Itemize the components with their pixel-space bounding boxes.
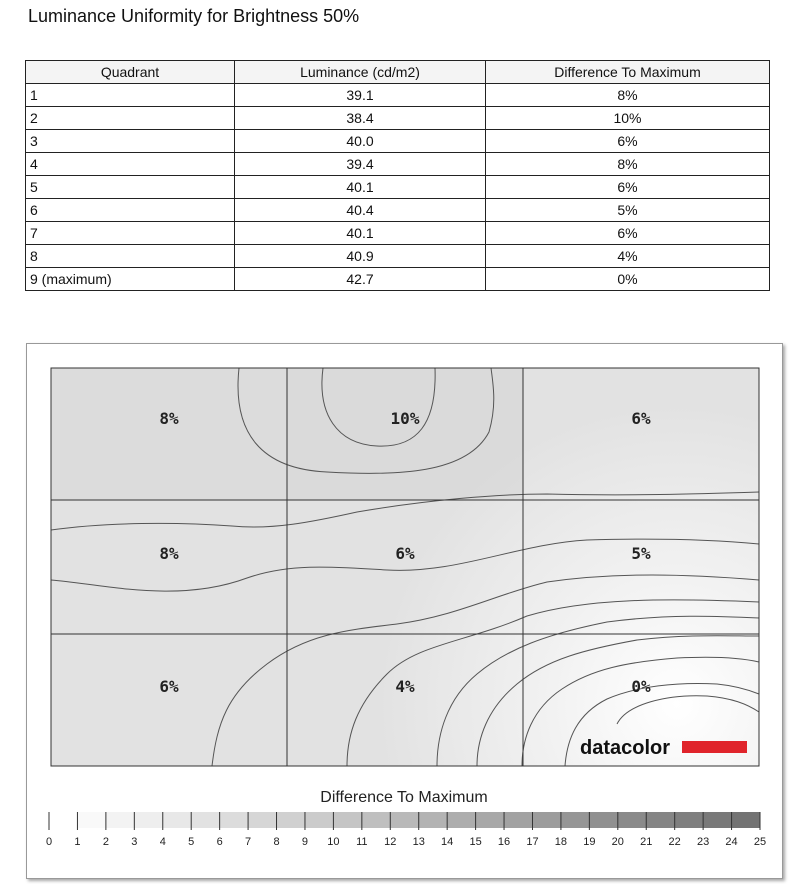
- map-shade-top-left: [51, 368, 287, 500]
- luminance-cell: 40.9: [235, 245, 486, 268]
- legend-tick-label: 14: [441, 836, 454, 848]
- luminance-cell: 40.4: [235, 199, 486, 222]
- quadrant-cell: 8: [26, 245, 235, 268]
- uniformity-map: [27, 344, 782, 878]
- table-body: [26, 84, 770, 291]
- legend-tick-label: 0: [45, 836, 53, 848]
- legend-tick-label: 4: [159, 836, 166, 848]
- uniformity-map-panel: [26, 343, 783, 879]
- quadrant-cell: 1: [26, 84, 235, 107]
- difference-cell: 6%: [486, 130, 770, 153]
- legend-swatch: [220, 812, 248, 828]
- luminance-cell: 40.0: [235, 130, 486, 153]
- column-header: Difference To Maximum: [486, 61, 770, 84]
- legend-swatch: [732, 812, 760, 828]
- table-row: [26, 153, 770, 176]
- legend-tick-label: 20: [611, 836, 624, 848]
- quadrant-label: 8%: [159, 409, 179, 428]
- quadrant-cell: 5: [26, 176, 235, 199]
- legend-tick-label: 11: [356, 836, 368, 848]
- difference-cell: 4%: [486, 245, 770, 268]
- difference-cell: 8%: [486, 84, 770, 107]
- quadrant-label: 0%: [631, 677, 651, 696]
- legend-swatch: [504, 812, 532, 828]
- luminance-table: [25, 60, 770, 291]
- legend-title: Difference To Maximum: [320, 789, 488, 806]
- legend-tick-label: 10: [327, 836, 340, 848]
- quadrant-label: 6%: [395, 544, 415, 563]
- table-header-row: [26, 61, 770, 84]
- legend-swatch: [390, 812, 418, 828]
- legend-swatch: [106, 812, 134, 828]
- legend-tick-label: 1: [74, 836, 81, 848]
- luminance-cell: 39.1: [235, 84, 486, 107]
- quadrant-label: 4%: [395, 677, 415, 696]
- quadrant-label: 10%: [390, 409, 420, 428]
- legend-swatch: [532, 812, 560, 828]
- difference-cell: 8%: [486, 153, 770, 176]
- table-row: [26, 199, 770, 222]
- legend-tick-label: 5: [188, 836, 195, 848]
- difference-cell: 5%: [486, 199, 770, 222]
- quadrant-label: 8%: [159, 544, 179, 563]
- quadrant-cell: 4: [26, 153, 235, 176]
- datacolor-logo: datacolor: [580, 737, 671, 759]
- legend-swatch: [675, 812, 703, 828]
- legend-swatch: [618, 812, 646, 828]
- legend-tick-label: 19: [583, 836, 596, 848]
- quadrant-cell: 6: [26, 199, 235, 222]
- legend-tick-label: 17: [526, 836, 539, 848]
- quadrant-label: 5%: [631, 544, 651, 563]
- table-row: [26, 245, 770, 268]
- quadrant-cell: 9 (maximum): [26, 268, 235, 291]
- quadrant-cell: 7: [26, 222, 235, 245]
- legend-tick-label: 25: [753, 836, 767, 848]
- column-header: Luminance (cd/m2): [235, 61, 486, 84]
- difference-cell: 6%: [486, 176, 770, 199]
- legend-scale: [46, 812, 766, 848]
- legend-swatch: [646, 812, 674, 828]
- quadrant-cell: 3: [26, 130, 235, 153]
- difference-cell: 6%: [486, 222, 770, 245]
- legend-tick-label: 18: [554, 836, 568, 848]
- legend-swatch: [447, 812, 475, 828]
- table-row: [26, 222, 770, 245]
- luminance-cell: 40.1: [235, 222, 486, 245]
- legend-tick-label: 21: [640, 836, 653, 848]
- luminance-cell: 39.4: [235, 153, 486, 176]
- difference-cell: 0%: [486, 268, 770, 291]
- legend-swatch: [419, 812, 447, 828]
- legend-tick-label: 8: [273, 836, 280, 848]
- legend-tick-label: 15: [469, 836, 482, 848]
- legend-swatch: [703, 812, 731, 828]
- legend-swatch: [277, 812, 305, 828]
- column-header: Quadrant: [26, 61, 235, 84]
- legend-tick-label: 22: [668, 836, 681, 848]
- quadrant-label: 6%: [159, 677, 179, 696]
- quadrant-cell: 2: [26, 107, 235, 130]
- legend-tick-label: 23: [696, 836, 710, 848]
- legend-swatch: [163, 812, 191, 828]
- legend-tick-label: 2: [102, 836, 109, 848]
- table-row: [26, 84, 770, 107]
- legend-swatch: [476, 812, 504, 828]
- difference-cell: 10%: [486, 107, 770, 130]
- legend-tick-label: 6: [216, 836, 223, 848]
- legend-swatch: [49, 812, 77, 828]
- page-title: Luminance Uniformity for Brightness 50%: [28, 6, 360, 26]
- legend-tick-label: 13: [412, 836, 425, 848]
- legend-tick-label: 3: [131, 836, 138, 848]
- legend-swatch: [305, 812, 333, 828]
- legend-swatch: [589, 812, 617, 828]
- legend-swatch: [333, 812, 361, 828]
- table-row: [26, 107, 770, 130]
- table-row: [26, 268, 770, 291]
- legend-swatch: [248, 812, 276, 828]
- luminance-cell: 42.7: [235, 268, 486, 291]
- luminance-cell: 40.1: [235, 176, 486, 199]
- datacolor-logo-bar: [682, 741, 747, 753]
- legend-swatch: [191, 812, 219, 828]
- table-row: [26, 176, 770, 199]
- legend-tick-label: 7: [245, 836, 252, 848]
- quadrant-label: 6%: [631, 409, 651, 428]
- table-row: [26, 130, 770, 153]
- legend-tick-label: 12: [384, 836, 397, 848]
- legend-swatch: [134, 812, 162, 828]
- legend-tick-label: 24: [725, 836, 738, 848]
- luminance-cell: 38.4: [235, 107, 486, 130]
- legend-tick-label: 16: [497, 836, 511, 848]
- legend-swatch: [561, 812, 589, 828]
- legend-swatch: [77, 812, 105, 828]
- legend-swatch: [362, 812, 390, 828]
- legend-tick-label: 9: [301, 836, 309, 848]
